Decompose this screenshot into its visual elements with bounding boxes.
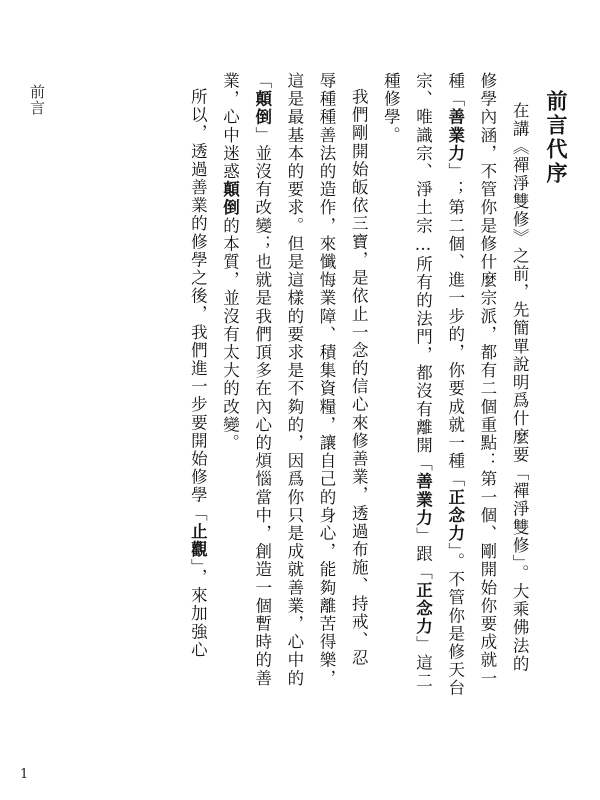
text-column-10: 業，心中迷惑顛倒的本質，並沒有太大的改變。 [220, 72, 240, 453]
text-column-11: 所以，透過善業的修學之後，我們進一步要開始修學「止觀」，來加強心 [188, 88, 208, 659]
vertical-text-body [58, 72, 576, 760]
page-number: 1 [20, 767, 29, 782]
text-column-3: 種「善業力」；第二個、進一步的，你要成就一種「正念力」。不管你是修天台 [445, 72, 465, 698]
text-column-6: 我們剛開始皈依三寶，是依止一念的信心來修善業，透過布施、持戒、忍 [349, 88, 369, 668]
text-column-1: 在講《禪淨雙修》之前，先簡單說明爲什麼要「禪淨雙修」。大乘佛法的 [510, 102, 530, 673]
page-title: 前言代序 [544, 90, 569, 186]
text-column-5: 種修學。 [381, 72, 401, 145]
running-head: 前言 [28, 84, 46, 116]
text-column-4: 宗、唯識宗、淨土宗…所有的法門，都沒有離開「善業力」跟「正念力」這二 [413, 72, 433, 690]
text-column-2: 修學內涵，不管你是修什麼宗派，都有二個重點：第一個、剛開始你要成就一 [477, 72, 497, 688]
text-column-9: 「顛倒」並沒有改變；也就是我們頂多在內心的煩惱當中，創造一個暫時的善 [252, 72, 272, 688]
text-column-8: 這是最基本的要求。但是這樣的要求是不夠的，因爲你只是成就善業，心中的 [284, 72, 304, 688]
text-column-7: 辱種種善法的造作，來懺悔業障、積集資糧，讓自己的身心，能夠離苦得樂， [317, 72, 337, 688]
